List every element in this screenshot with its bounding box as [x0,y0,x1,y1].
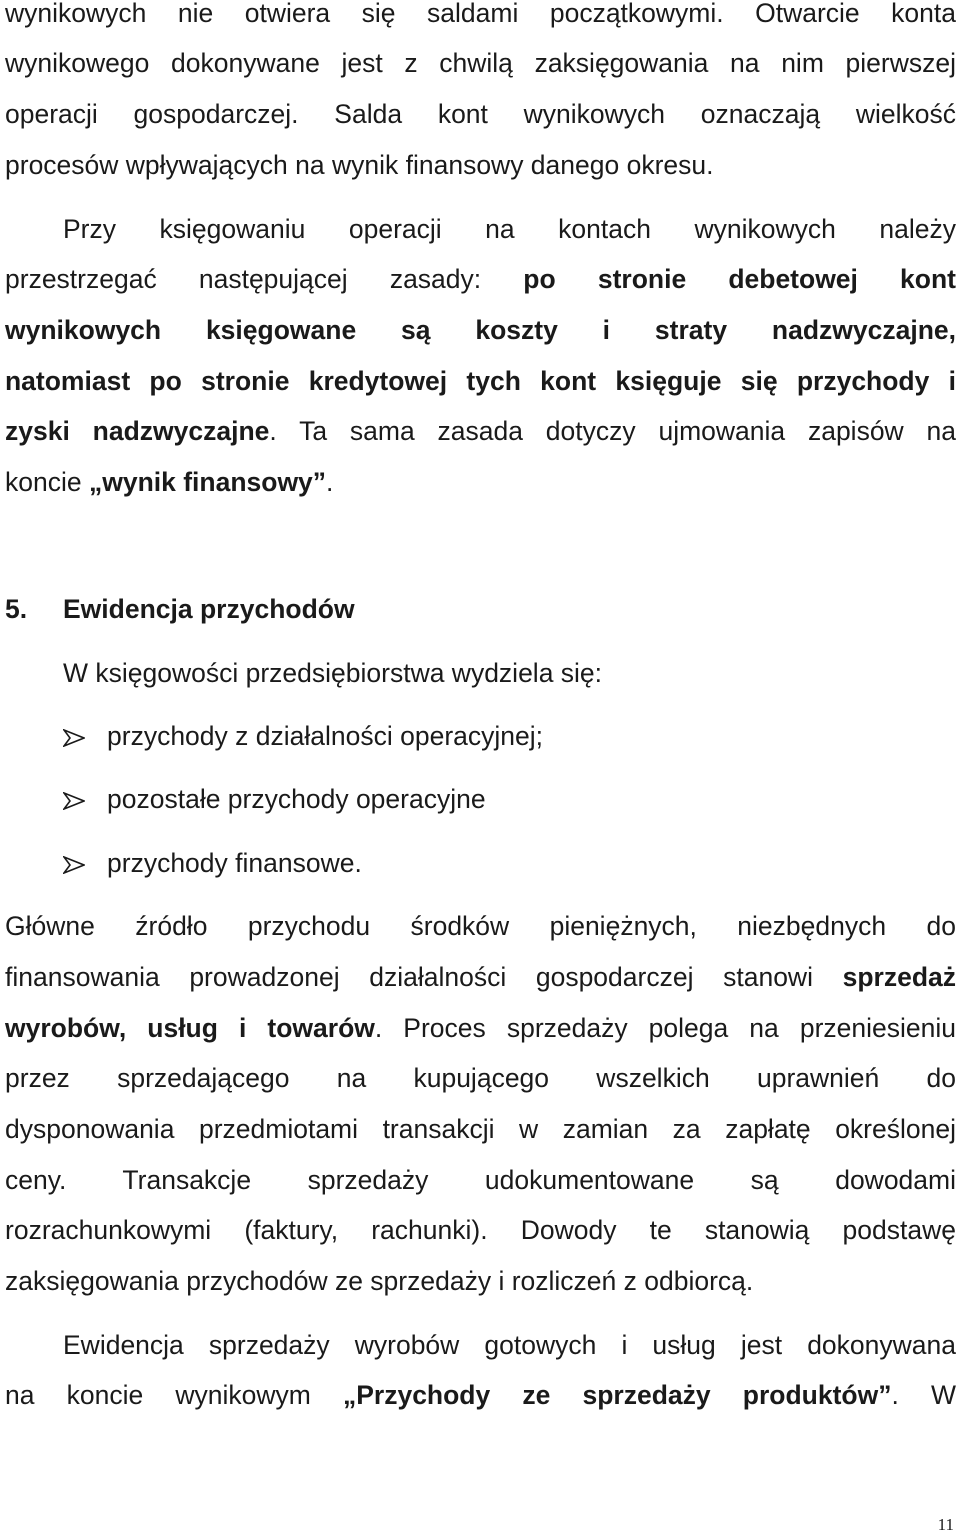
list-item [63,782,486,816]
paragraph-line: Ewidencja sprzedaży wyrobów gotowych i usług jest dokonywana [63,1330,956,1360]
paragraph-line: ceny. Transakcje sprzedaży udokumentowane są dowodami [5,1165,956,1195]
text-span: . Ta sama zasada dotyczy ujmowania zapisów na [269,416,956,446]
text-span: koncie [5,467,89,497]
paragraph-line: natomiast po stronie kredytowej tych kont księguje się przychody i [5,366,956,396]
bold-text: wyrobów, usług i towarów [5,1013,375,1043]
paragraph-line [5,262,956,296]
arrow-bullet-icon [63,729,107,747]
section-title: Ewidencja przychodów [63,594,355,624]
text-span: . W [891,1380,956,1410]
paragraph-line [5,1011,956,1045]
paragraph-line: Przy księgowaniu operacji na kontach wynikowych należy [63,214,956,244]
arrow-bullet-icon [63,792,107,810]
paragraph-line [5,1378,956,1412]
list-item-text: pozostałe przychody operacyjne [107,784,486,814]
arrow-bullet-icon [63,856,107,874]
paragraph-line: dysponowania przedmiotami transakcji w zamian za zapłatę określonej [5,1114,956,1144]
list-item-text: przychody finansowe. [107,848,362,878]
bold-text: po stronie debetowej kont [523,264,956,294]
list-item [63,846,362,880]
page-number: 11 [937,1515,954,1534]
paragraph-line: zaksięgowania przychodów ze sprzedaży i rozliczeń z odbiorcą. [5,1266,754,1296]
text-span: finansowania prowadzonej działalności gospodarczej stanowi [5,962,843,992]
paragraph-line: wynikowych nie otwiera się saldami początkowymi. Otwarcie konta [5,0,956,28]
text-span: . [326,467,334,497]
list-item [63,719,543,753]
section-number: 5. [5,594,28,624]
paragraph-line [5,414,956,448]
bold-text: sprzedaż [842,962,956,992]
paragraph-line: wynikowego dokonywane jest z chwilą zaksięgowania na nim pierwszej [5,48,956,78]
paragraph-line [5,465,956,499]
paragraph-line: rozrachunkowymi (faktury, rachunki). Dowody te stanowią podstawę [5,1215,956,1245]
section-heading [5,592,355,626]
bold-text: zyski nadzwyczajne [5,416,270,446]
paragraph-line: operacji gospodarczej. Salda kont wynikowych oznaczają wielkość [5,99,956,129]
paragraph-line: procesów wpływających na wynik finansowy danego okresu. [5,150,714,180]
text-span: przestrzegać następującej zasady: [5,264,524,294]
list-item-text: przychody z działalności operacyjnej; [107,721,543,751]
section-intro: W księgowości przedsiębiorstwa wydziela się: [63,658,603,688]
text-span: . Proces sprzedaży polega na przeniesieniu [374,1013,956,1043]
paragraph-line [5,960,956,994]
bold-text: „Przychody ze sprzedaży produktów” [342,1380,892,1410]
paragraph-line: przez sprzedającego na kupującego wszelkich uprawnień do [5,1063,956,1093]
paragraph-line: wynikowych księgowane są koszty i straty nadzwyczajne, [5,315,956,345]
text-span: na koncie wynikowym [5,1380,343,1410]
paragraph-line: Główne źródło przychodu środków pieniężnych, niezbędnych do [5,911,956,941]
bold-text: „wynik finansowy” [88,467,327,497]
